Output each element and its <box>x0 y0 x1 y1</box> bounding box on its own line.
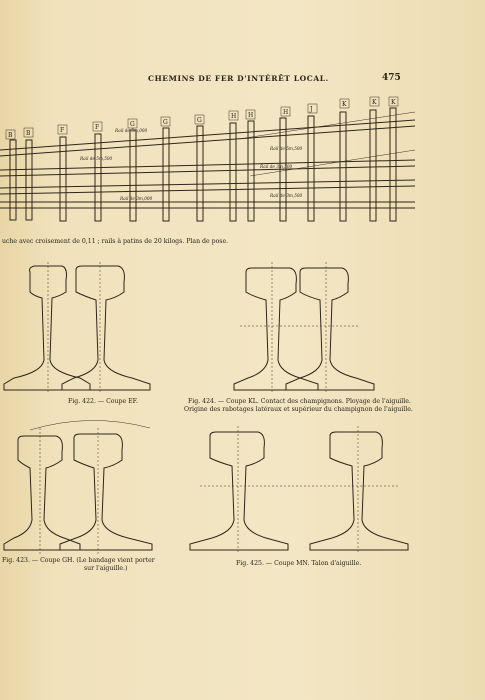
plan-sleepers <box>10 108 396 221</box>
section-letter: K <box>372 99 377 106</box>
fig422-drawing <box>4 262 150 394</box>
fig424-caption-line2: Origine des rabotages latéraux et supérieur du champignon de l'aiguille. <box>184 406 413 413</box>
section-letter: G <box>197 117 202 124</box>
section-letter: G <box>163 119 168 126</box>
section-letter: K <box>342 101 347 108</box>
section-letter: F <box>95 124 100 131</box>
plan-note: Rail de 5m,000 <box>115 128 148 133</box>
section-letter: G <box>130 121 135 128</box>
section-letter: H <box>283 109 289 116</box>
page-number: 475 <box>382 73 401 83</box>
section-letter: B <box>8 132 13 139</box>
plan-section-letters <box>6 97 398 139</box>
section-letter: K <box>391 99 396 106</box>
running-head: CHEMINS DE FER D'INTÉRÊT LOCAL. <box>148 74 329 83</box>
section-letter: H <box>231 113 237 120</box>
plan-note: Rail de 3m,500 <box>260 164 293 169</box>
fig424-drawing <box>234 262 374 394</box>
fig423-caption-line1: Fig. 423. — Coupe GH. (Le bandage vient porter <box>2 557 155 564</box>
fig422-caption: Fig. 422. — Coupe EF. <box>68 398 138 405</box>
section-letter: B <box>26 130 31 137</box>
plan-note: Rail de 5m,500 <box>80 156 113 161</box>
fig424-caption-line1: Fig. 424. — Coupe KL. Contact des champignons. Ployage de l'aiguille. <box>188 398 411 405</box>
plan-note: Rail de 3m,000 <box>120 196 153 201</box>
section-letter: F <box>60 127 65 134</box>
fig425-drawing <box>190 426 408 554</box>
section-letter: J <box>310 106 313 113</box>
plan-note: Rail de 5m,500 <box>270 146 303 151</box>
fig425-caption: Fig. 425. — Coupe MN. Talon d'aiguille. <box>236 560 362 567</box>
plan-note: Rail de 3m,500 <box>270 193 303 198</box>
plan-caption: uche avec croisement de 0,11 ; rails à patins de 20 kilogs. Plan de pose. <box>2 238 229 245</box>
section-letter: H <box>248 112 254 119</box>
fig423-caption-line2: sur l'aiguille.) <box>84 565 128 572</box>
fig423-drawing <box>4 420 152 554</box>
